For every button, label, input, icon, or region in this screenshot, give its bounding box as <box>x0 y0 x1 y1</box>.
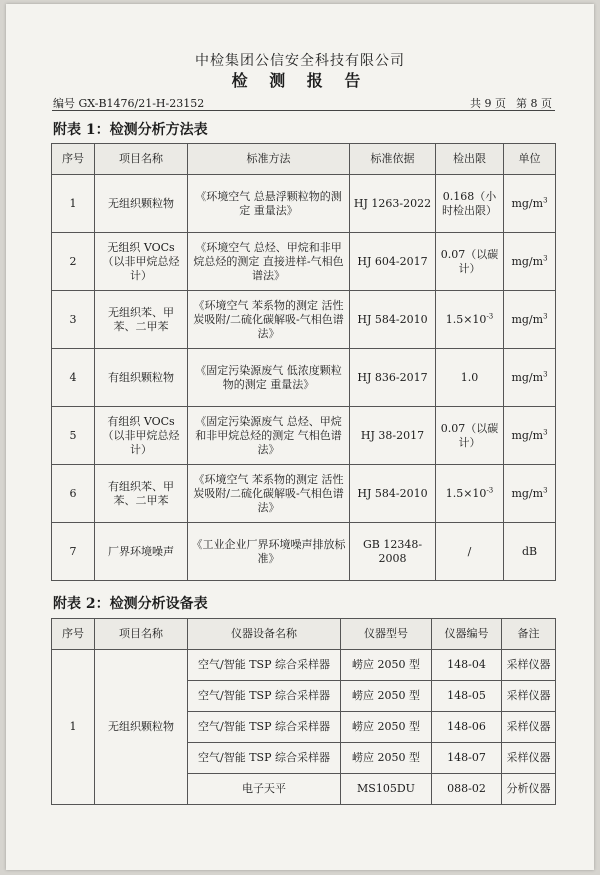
row-limit: $1.5\times 10^{-3}$ <box>436 465 504 523</box>
row-unit: $mg/m^3$ <box>504 349 556 407</box>
group-no: 1 <box>52 650 95 805</box>
table-row <box>52 407 556 465</box>
table1-col-unit: 单位 <box>504 144 556 175</box>
table2-col-no: 序号 <box>52 619 95 650</box>
device-note: 采样仪器 <box>502 650 556 681</box>
header-divider <box>52 110 555 111</box>
row-no: 1 <box>52 175 95 233</box>
row-unit: $mg/m^3$ <box>504 233 556 291</box>
row-no: 6 <box>52 465 95 523</box>
device-code: 148-06 <box>432 712 502 743</box>
row-method: 《环境空气 苯系物的测定 活性炭吸附/二硫化碳解吸-气相色谱法》 <box>188 465 350 523</box>
row-limit: 1.0 <box>436 349 504 407</box>
row-item: 无组织 VOCs（以非甲烷总烃计） <box>95 233 188 291</box>
table1-col-limit: 检出限 <box>436 144 504 175</box>
row-basis: HJ 38-2017 <box>350 407 436 465</box>
table1-col-no: 序号 <box>52 144 95 175</box>
device-model: 崂应 2050 型 <box>341 650 432 681</box>
row-no: 2 <box>52 233 95 291</box>
device-model: MS105DU <box>341 774 432 805</box>
row-basis: HJ 1263-2022 <box>350 175 436 233</box>
row-limit: $1.5\times 10^{-3}$ <box>436 291 504 349</box>
method-table <box>51 143 556 581</box>
row-unit: $mg/m^3$ <box>504 465 556 523</box>
page-info <box>460 95 552 111</box>
row-basis: HJ 604-2017 <box>350 233 436 291</box>
row-unit: dB <box>504 523 556 581</box>
current-page: 第 8 页 <box>516 97 552 110</box>
table-row <box>52 291 556 349</box>
row-method: 《固定污染源废气 低浓度颗粒物的测定 重量法》 <box>188 349 350 407</box>
device-code: 088-02 <box>432 774 502 805</box>
device-name: 电子天平 <box>188 774 341 805</box>
total-pages: 共 9 页 <box>470 97 506 110</box>
row-item: 厂界环境噪声 <box>95 523 188 581</box>
equipment-table <box>51 618 556 805</box>
table2-col-model: 仪器型号 <box>341 619 432 650</box>
device-code: 148-04 <box>432 650 502 681</box>
table1-header-row <box>52 144 556 175</box>
row-no: 4 <box>52 349 95 407</box>
row-limit: 0.168（小时检出限） <box>436 175 504 233</box>
table2-col-name: 仪器设备名称 <box>188 619 341 650</box>
row-limit: 0.07（以碳计） <box>436 407 504 465</box>
row-limit: 0.07（以碳计） <box>436 233 504 291</box>
report-title: 检 测 报 告 <box>231 71 369 90</box>
row-no: 3 <box>52 291 95 349</box>
table-row <box>52 523 556 581</box>
row-unit: $mg/m^3$ <box>504 407 556 465</box>
device-name: 空气/智能 TSP 综合采样器 <box>188 712 341 743</box>
row-unit: $mg/m^3$ <box>504 291 556 349</box>
table2-title: 附表 2：检测分析设备表 <box>53 596 208 612</box>
table-row <box>52 349 556 407</box>
row-unit: $mg/m^3$ <box>504 175 556 233</box>
table-row <box>52 233 556 291</box>
table1-col-basis: 标准依据 <box>350 144 436 175</box>
device-name: 空气/智能 TSP 综合采样器 <box>188 743 341 774</box>
device-note: 采样仪器 <box>502 681 556 712</box>
row-item: 有组织苯、甲苯、二甲苯 <box>95 465 188 523</box>
table1-col-method: 标准方法 <box>188 144 350 175</box>
table1-col-item: 项目名称 <box>95 144 188 175</box>
device-name: 空气/智能 TSP 综合采样器 <box>188 681 341 712</box>
table2-col-code: 仪器编号 <box>432 619 502 650</box>
row-no: 5 <box>52 407 95 465</box>
row-item: 有组织颗粒物 <box>95 349 188 407</box>
table2-col-item: 项目名称 <box>95 619 188 650</box>
row-limit: / <box>436 523 504 581</box>
table2-header-row <box>52 619 556 650</box>
table1-title: 附表 1：检测分析方法表 <box>53 122 208 138</box>
device-model: 崂应 2050 型 <box>341 712 432 743</box>
row-basis: HJ 584-2010 <box>350 291 436 349</box>
report-number: 编号 GX-B1476/21-H-23152 <box>53 97 205 110</box>
company-name: 中检集团公信安全科技有限公司 <box>195 53 405 69</box>
device-note: 采样仪器 <box>502 712 556 743</box>
table-row <box>52 465 556 523</box>
device-code: 148-05 <box>432 681 502 712</box>
row-method: 《固定污染源废气 总烃、甲烷和非甲烷总烃的测定 气相色谱法》 <box>188 407 350 465</box>
row-method: 《环境空气 总悬浮颗粒物的测定 重量法》 <box>188 175 350 233</box>
device-code: 148-07 <box>432 743 502 774</box>
group-item: 无组织颗粒物 <box>95 650 188 805</box>
table-row <box>52 650 556 681</box>
row-basis: HJ 836-2017 <box>350 349 436 407</box>
device-name: 空气/智能 TSP 综合采样器 <box>188 650 341 681</box>
row-item: 有组织 VOCs（以非甲烷总烃计） <box>95 407 188 465</box>
row-method: 《环境空气 总烃、甲烷和非甲烷总烃的测定 直接进样-气相色谱法》 <box>188 233 350 291</box>
device-model: 崂应 2050 型 <box>341 743 432 774</box>
row-no: 7 <box>52 523 95 581</box>
row-method: 《环境空气 苯系物的测定 活性炭吸附/二硫化碳解吸-气相色谱法》 <box>188 291 350 349</box>
device-model: 崂应 2050 型 <box>341 681 432 712</box>
row-item: 无组织颗粒物 <box>95 175 188 233</box>
table-row <box>52 175 556 233</box>
row-item: 无组织苯、甲苯、二甲苯 <box>95 291 188 349</box>
row-method: 《工业企业厂界环境噪声排放标准》 <box>188 523 350 581</box>
row-basis: GB 12348-2008 <box>350 523 436 581</box>
row-basis: HJ 584-2010 <box>350 465 436 523</box>
device-note: 采样仪器 <box>502 743 556 774</box>
device-note: 分析仪器 <box>502 774 556 805</box>
table2-col-note: 备注 <box>502 619 556 650</box>
report-page <box>6 4 594 870</box>
